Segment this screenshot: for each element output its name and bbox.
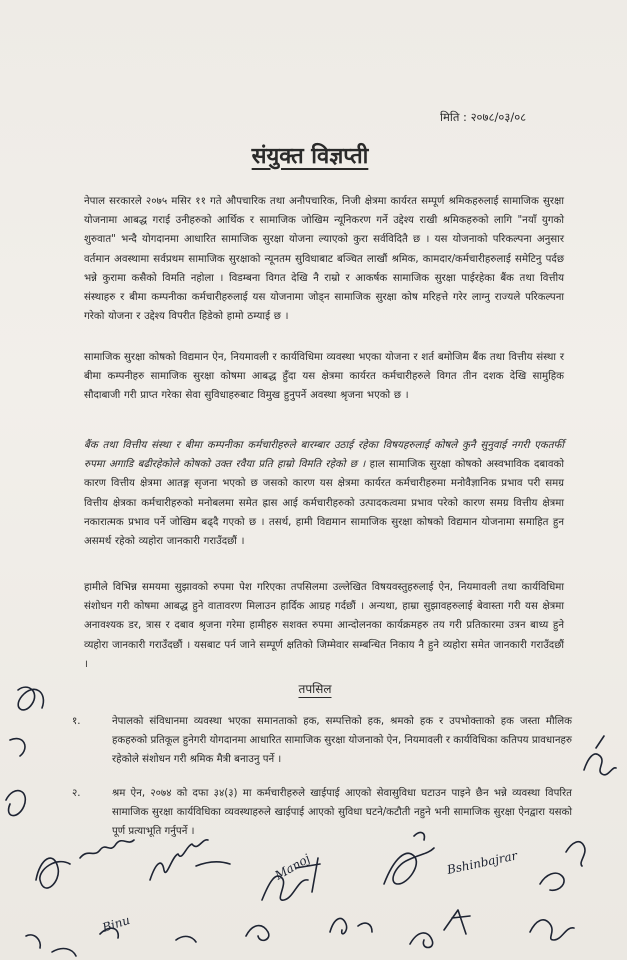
signature-text-b: Bshinbajrar <box>445 848 519 877</box>
signature-text-c: Manoj <box>272 851 313 883</box>
paragraph-3-emphasis: बैंक तथा वित्तीय संस्था र बीमा कम्पनीका कर्मचारीहरुले बारम्बार उठाई रहेका विषयहरुलाई कोषले कुनै सुनुवाई नगरी एकतर्फी रुपमा अगाडि बढीरहेकोले कोषको उक्त रवैया प्रति हाम्रो विमति रहेको छ । <box>84 440 564 471</box>
signature-9 <box>444 910 470 934</box>
paragraph-1: नेपाल सरकारले २०७५ मसिर ११ गते औपचारिक तथा अनौपचारिक, निजी क्षेत्रमा कार्यरत सम्पूर्ण श्रमिकहरुलाई सामाजिक सुरक्षा योजनामा आबद्ध गराई उनीहरुको आर्थिक र सामाजिक जोखिम न्यूनिकरण गर्ने उद्देश्य राखी श्रमिकहरुको लागि "नयाँ युगको शुरुवात" भन्दै योगदानमा आधारित सामाजिक सुरक्षा योजना ल्याएको कुरा सर्वविदितै छ । यस योजनाको परिकल्पना अनुसार वर्तमान अवस्थामा सर्वप्रथम सामाजिक सुरक्षाको न्यूनतम सुविधाबाट बञ्चित लाखौं श्रमिक, कामदार/कर्मचारीहरुलाई समेटिनु पर्दछ भन्ने कुरामा कसैको विमति नहोला । विडम्बना विगत देखि नै राम्रो र आकर्षक सामाजिक सुरक्षा पाईरहेका बैंक तथा वित्तीय संस्थाहरु र बीमा कम्पनीका कर्मचारीहरुलाई यस योजनामा जोड्न सामाजिक सुरक्षा कोष मरिहत्ते गरेर लाग्नु राज्यले परिकल्पना गरेको योजना र उद्देश्य विपरीत हिडेको हामो ठम्याई छ । <box>84 196 564 323</box>
signature-left-edge <box>18 687 43 710</box>
paragraph-2: सामाजिक सुरक्षा कोषको विद्यमान ऐन, नियमावली र कार्यविधिमा व्यवस्था भएका योजना र शर्त बमोजिम बैंक तथा वित्तीय संस्था र बीमा कम्पनीहरु सामाजिक सुरक्षा कोषमा आबद्ध हुँदा यस क्षेत्रमा कार्यरत कर्मचारीहरुले विगत तीन दशक देखि सामुहिक सौदाबाजी गरी प्राप्त गरेका सेवा सुविधाहरुबाट विमुख हुनुपर्ने अवस्था श्रृजना भएको छ । <box>84 352 564 402</box>
paragraph-3 <box>84 436 564 551</box>
signature-11 <box>26 935 76 956</box>
annex-heading: तपसिल <box>298 682 332 696</box>
signature-2 <box>150 840 230 880</box>
signature-6 <box>584 736 616 775</box>
signature-8 <box>330 918 433 947</box>
paragraph-3-body: हाल सामाजिक सुरक्षा कोषको अस्वभाविक दबावको कारण वित्तीय क्षेत्रमा आतङ्ग सृजना भएको छ जसको कारण यस क्षेत्रमा कार्यरत कर्मचारीहरुमा मनोवैज्ञानिक प्रभाव परी समग्र वित्तीय क्षेत्रका कर्मचारीहरुको मनोबलमा समेत ह्रास आई कर्मचारीहरुको उत्पादकत्वमा प्रभाव परेको कारण समग्र वित्तीय क्षेत्रमा नकारात्मक प्रभाव पर्ने जोखिम बढ्दै गएको छ । तसर्थ, हामी विद्यमान सामाजिक सुरक्षा कोषको विद्यमान योजनामा समाहित हुन असमर्थ रहेको व्यहोरा जानकारी गराउँदछौं । <box>84 459 564 548</box>
signature-1 <box>36 840 134 888</box>
signature-5 <box>540 842 585 891</box>
signature-10 <box>530 920 574 940</box>
annex-item-text: श्रम ऐन, २०७४ को दफा ३४(३) मा कर्मचारीहरुले खाईपाई आएको सेवासुविधा घटाउन पाइने छैन भन्ने व्यवस्था विपरित सामाजिक सुरक्षा कार्यविधिका व्यवस्थाहरुले खाईपाई आएको सुविधा घटने/कटौती नहुने भनी सामाजिक सुरक्षा ऐनद्वारा यसको पूर्ण प्रत्याभूति गर्नुपर्ने । <box>112 788 572 837</box>
signature-left-edge-2 <box>6 739 25 816</box>
signature-text-a: Binu <box>100 912 132 935</box>
document-date: मिति : २०७८/०३/०८ <box>440 110 527 124</box>
document-title: संयुक्त विज्ञप्ती <box>251 144 369 169</box>
annex-item-text: नेपालको संविधानमा व्यवस्था भएका समानताको हक, सम्पत्तिको हक, श्रमको हक र उपभोक्ताको हक जस्ता मौलिक हकहरुको प्रतिकूल हुनेगरी योगदानमा आधारित सामाजिक सुरक्षा योजनाको ऐन, नियमावली र कार्यविधिका कतिपय प्रावधानहरु रहेकोले संशोधन गरी श्रमिक मैत्री बनाउनु पर्ने । <box>112 716 572 765</box>
signature-3 <box>262 858 320 900</box>
annex-item-number: २. <box>72 788 81 799</box>
paragraph-4: हामीले विभिन्न समयमा सुझावको रुपमा पेश गरिएका तपसिलमा उल्लेखित विषयवस्तुहरुलाई ऐन, नियमावली तथा कार्यविधिमा संशोधन गरी कोषमा आबद्ध हुने वातावरण मिलाउन हार्दिक आग्रह गर्दछौं । अन्यथा, हाम्रा सुझावहरुलाई बेवास्ता गरी यस क्षेत्रमा अनावश्यक डर, त्रास र दबाव श्रृजना गरेमा हामीहरु सशक्त रुपमा आन्दोलनका कार्यक्रमहरु तय गरी प्रतिकारमा उत्रन बाध्य हुने व्यहोरा जानकारी गराउँदछौं । यसबाट पर्न जाने सम्पूर्ण क्षतिको जिम्मेवार सम्बन्धित निकाय नै हुने व्यहोरा समेत जानकारी गराउँदछौं । <box>84 582 564 670</box>
annex-item-number: १. <box>72 716 81 727</box>
signature-7 <box>100 926 269 942</box>
